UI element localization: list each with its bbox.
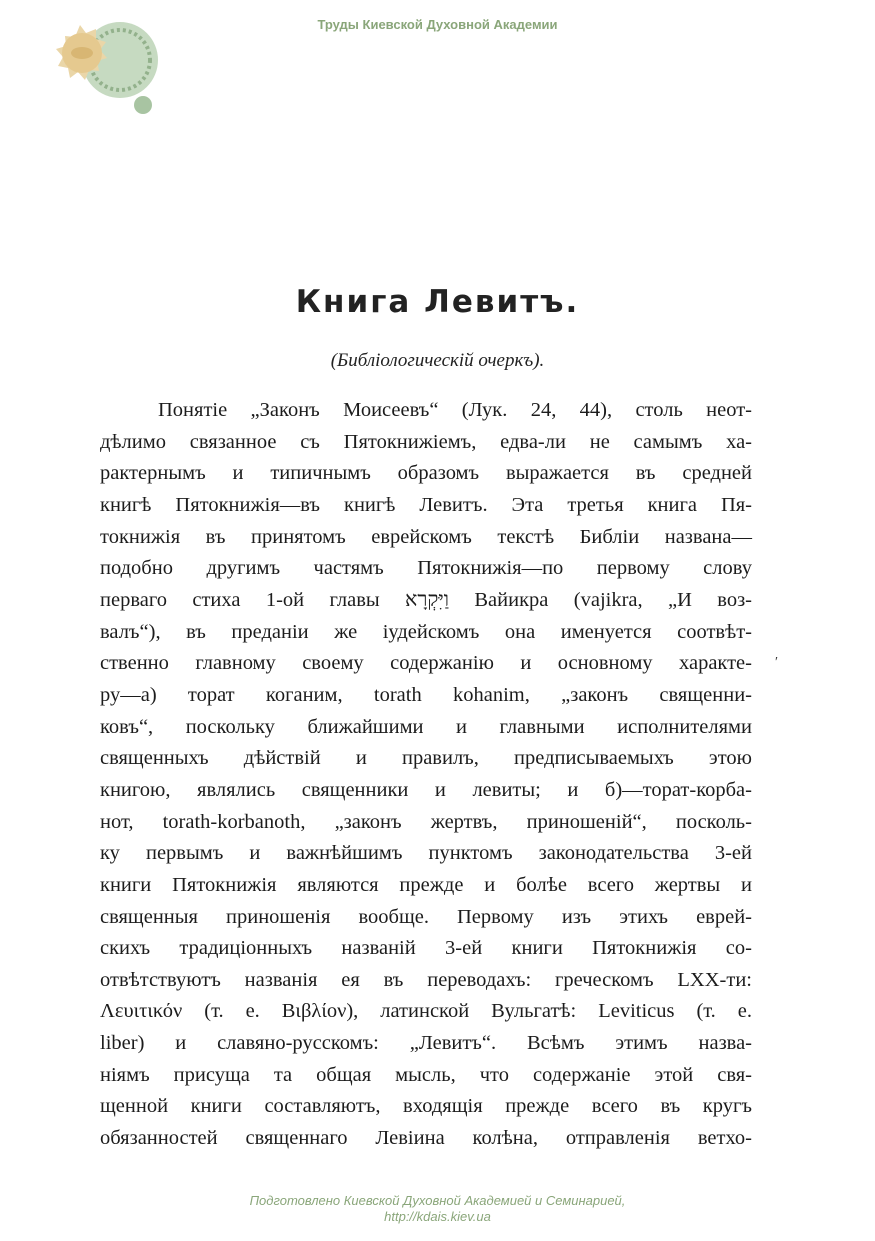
text-line: подобно другимъ частямъ Пятокнижія—по первому слову bbox=[100, 557, 752, 580]
text-line: книги Пятокнижія являются прежде и болѣе всего жертвы и bbox=[100, 873, 752, 896]
text-line: священныхъ дѣйствій и правилъ, предписываемыхъ этою bbox=[100, 747, 752, 770]
text-line: ковъ“, поскольку ближайшими и главными исполнителями bbox=[100, 715, 752, 738]
article-title: Книга Левитъ. bbox=[295, 284, 580, 320]
footer-credit-text: Подготовлено Киевской Духовной Академией и Семинарией, bbox=[249, 1193, 626, 1208]
text-line: рактернымъ и типичнымъ образомъ выражается въ средней bbox=[100, 462, 752, 485]
text-line: дѣлимо связанное съ Пятокнижіемъ, едва-ли не самымъ ха- bbox=[100, 430, 752, 453]
text-line: ку первымъ и важнѣйшимъ пунктомъ законодательства 3-ей bbox=[100, 842, 752, 865]
footer-credit bbox=[0, 1193, 875, 1225]
text-line: ру—а) торат коганим, torath kohanim, „законъ священни- bbox=[100, 683, 752, 706]
text-line: liber) и славяно-русскомъ: „Левитъ“. Всѣмъ этимъ назва- bbox=[100, 1032, 752, 1055]
text-line: ственно главному своему содержанію и основному характе- bbox=[100, 652, 752, 675]
text-line: нот, torath-korbanoth, „законъ жертвъ, приношеній“, посколь- bbox=[100, 810, 752, 833]
text-line: отвѣтствуютъ названія ея въ переводахъ: греческомъ LXX-ти: bbox=[100, 968, 752, 991]
footer-link[interactable]: http://kdais.kiev.ua bbox=[384, 1209, 491, 1224]
article-body bbox=[100, 395, 752, 1155]
text-line: перваго стиха 1-ой главы וַיִּקְרָא Вайикра (vajikra, „И воз- bbox=[100, 588, 752, 611]
text-line: книгѣ Пятокнижія—въ книгѣ Левитъ. Эта третья книга Пя- bbox=[100, 493, 752, 516]
text-line: книгою, являлись священники и левиты; и б)—торат-корба- bbox=[100, 778, 752, 801]
text-line: священныя приношенія вообще. Первому изъ этихъ еврей- bbox=[100, 905, 752, 928]
text-line: скихъ традиціонныхъ названій 3-ей книги Пятокнижія со- bbox=[100, 937, 752, 960]
text-line: Понятіе „Законъ Моисеевъ“ (Лук. 24, 44), столь неот- bbox=[158, 399, 752, 421]
margin-mark: ′ bbox=[775, 655, 779, 670]
journal-header: Труды Киевской Духовной Академии bbox=[317, 17, 558, 32]
text-line: валъ“), въ преданіи же іудейскомъ она именуется соотвѣт- bbox=[100, 620, 752, 643]
text-line: токнижія въ принятомъ еврейскомъ текстѣ Библіи названа— bbox=[100, 525, 752, 548]
text-line: щенной книги составляютъ, входящія прежде всего въ кругъ bbox=[100, 1095, 752, 1118]
article-subtitle: (Библіологическій очеркъ). bbox=[330, 350, 545, 371]
text-line: ніямъ присуща та общая мысль, что содержаніе этой свя- bbox=[100, 1063, 752, 1086]
text-line: обязанностей священнаго Левіина колѣна, отправленія ветхо- bbox=[100, 1127, 752, 1150]
text-line: Λευιτικόν (т. е. Βιβλίον), латинской Вульгатѣ: Leviticus (т. е. bbox=[100, 1000, 752, 1023]
